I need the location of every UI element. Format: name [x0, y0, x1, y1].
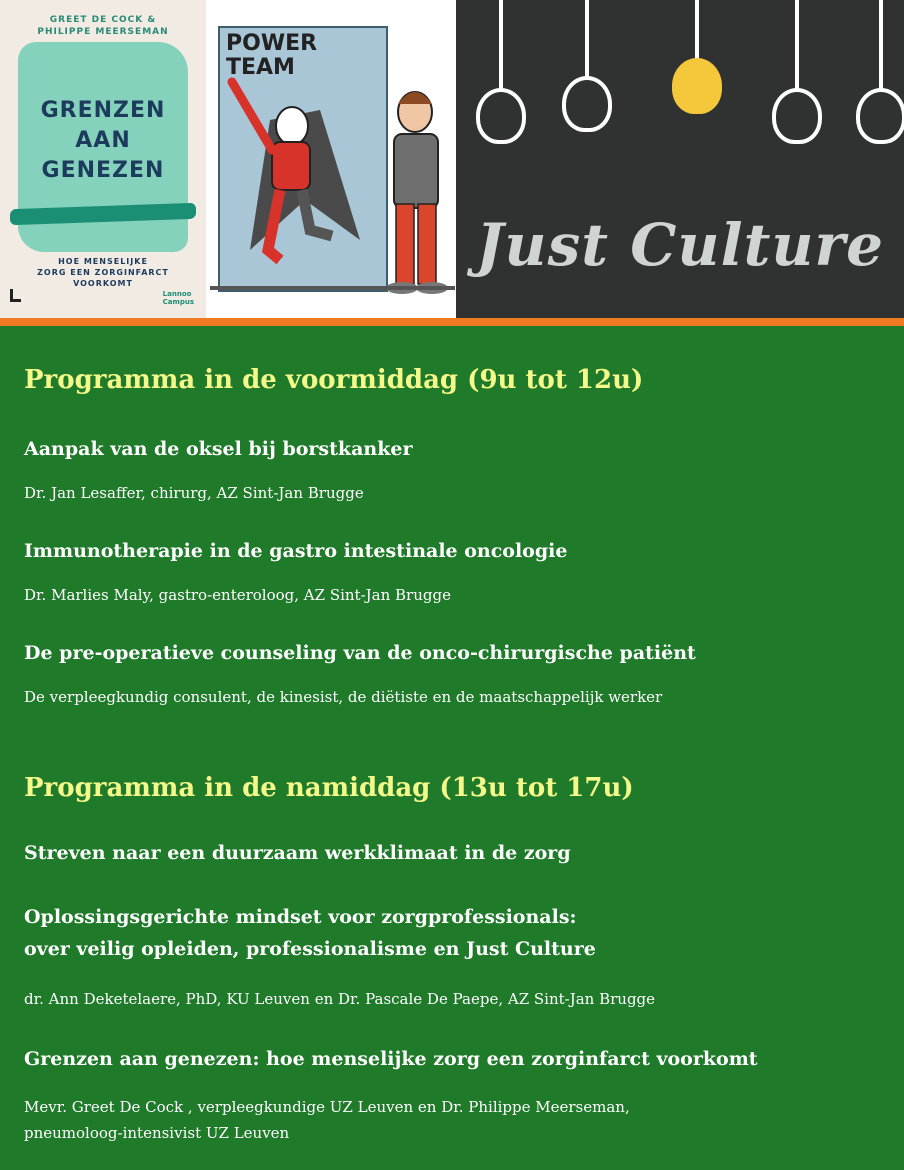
hero-head: [276, 107, 308, 145]
bulb-cord: [879, 0, 883, 90]
header-banner: [0, 0, 904, 318]
man-hair: [398, 92, 432, 104]
door-sign-line: TEAM: [226, 55, 295, 80]
talk-title: over veilig opleiden, professionalisme en Just Culture: [24, 938, 596, 960]
book-author-line: GREET DE COCK &: [49, 15, 157, 25]
bulb-cord: [499, 0, 503, 90]
talk-speaker: De verpleegkundig consulent, de kinesist, de diëtiste en de maatschappelijk werker: [24, 688, 663, 706]
talk-speaker: Mevr. Greet De Cock , verpleegkundige UZ Leuven en Dr. Philippe Meerseman,: [24, 1098, 630, 1116]
afternoon-heading: Programma in de namiddag (13u tot 17u): [24, 773, 634, 803]
just-culture-image: [456, 0, 904, 318]
cartoon-floor: [210, 286, 455, 290]
book-subtitle-line: ZORG EEN ZORGINFARCT: [37, 268, 169, 277]
talk-speaker: Dr. Marlies Maly, gastro-enteroloog, AZ Sint-Jan Brugge: [24, 586, 451, 604]
door-sign-line: POWER: [226, 31, 318, 56]
book-title-line: GRENZEN: [40, 98, 166, 123]
publisher-line: Lannoo: [162, 290, 192, 298]
man-leg: [418, 204, 436, 284]
book-subtitle-line: HOE MENSELIJKE: [58, 257, 148, 266]
talk-speaker: dr. Ann Deketelaere, PhD, KU Leuven en Dr. Pascale De Paepe, AZ Sint-Jan Brugge: [24, 990, 656, 1008]
just-culture-title: Just Culture: [475, 211, 885, 279]
lit-lightbulb-icon: [672, 58, 722, 114]
publisher-logo-icon: [10, 289, 21, 302]
book-subtitle-line: VOORKOMT: [73, 279, 133, 288]
hero-arm: [232, 82, 272, 150]
man-leg: [396, 204, 414, 284]
bulb-cord: [795, 0, 799, 90]
power-team-cartoon: [210, 0, 455, 318]
talk-title: Grenzen aan genezen: hoe menselijke zorg een zorginfarct voorkomt: [24, 1048, 758, 1070]
bulb-cord: [695, 0, 699, 60]
morning-heading: Programma in de voormiddag (9u tot 12u): [24, 365, 644, 395]
book-title-line: GENEZEN: [41, 158, 165, 183]
cartoon-figures: [210, 0, 455, 318]
book-author-line: PHILIPPE MEERSEMAN: [37, 27, 169, 37]
publisher-line: Campus: [162, 298, 194, 306]
book-cover-image: [0, 0, 206, 318]
talk-title: Oplossingsgerichte mindset voor zorgprofessionals:: [24, 906, 577, 928]
hero-body: [272, 142, 310, 190]
talk-title: Immunotherapie in de gastro intestinale oncologie: [24, 540, 568, 562]
talk-speaker: Dr. Jan Lesaffer, chirurg, AZ Sint-Jan Brugge: [24, 484, 364, 502]
lightbulb-icon: [476, 88, 526, 144]
talk-title: Aanpak van de oksel bij borstkanker: [24, 438, 413, 460]
bulb-cord: [585, 0, 589, 78]
lightbulb-icon: [772, 88, 822, 144]
publisher-name: [163, 290, 194, 306]
talk-speaker: pneumoloog-intensivist UZ Leuven: [24, 1124, 290, 1142]
man-shirt: [394, 134, 438, 208]
book-authors: [0, 14, 206, 38]
talk-title: De pre-operatieve counseling van de onco-chirurgische patiënt: [24, 642, 696, 664]
orange-divider: [0, 318, 904, 326]
book-subtitle: [0, 256, 206, 289]
lightbulb-icon: [856, 88, 904, 144]
book-title: [0, 96, 206, 186]
book-title-line: AAN: [75, 128, 131, 153]
talk-title: Streven naar een duurzaam werkklimaat in de zorg: [24, 842, 571, 864]
lightbulb-icon: [562, 76, 612, 132]
